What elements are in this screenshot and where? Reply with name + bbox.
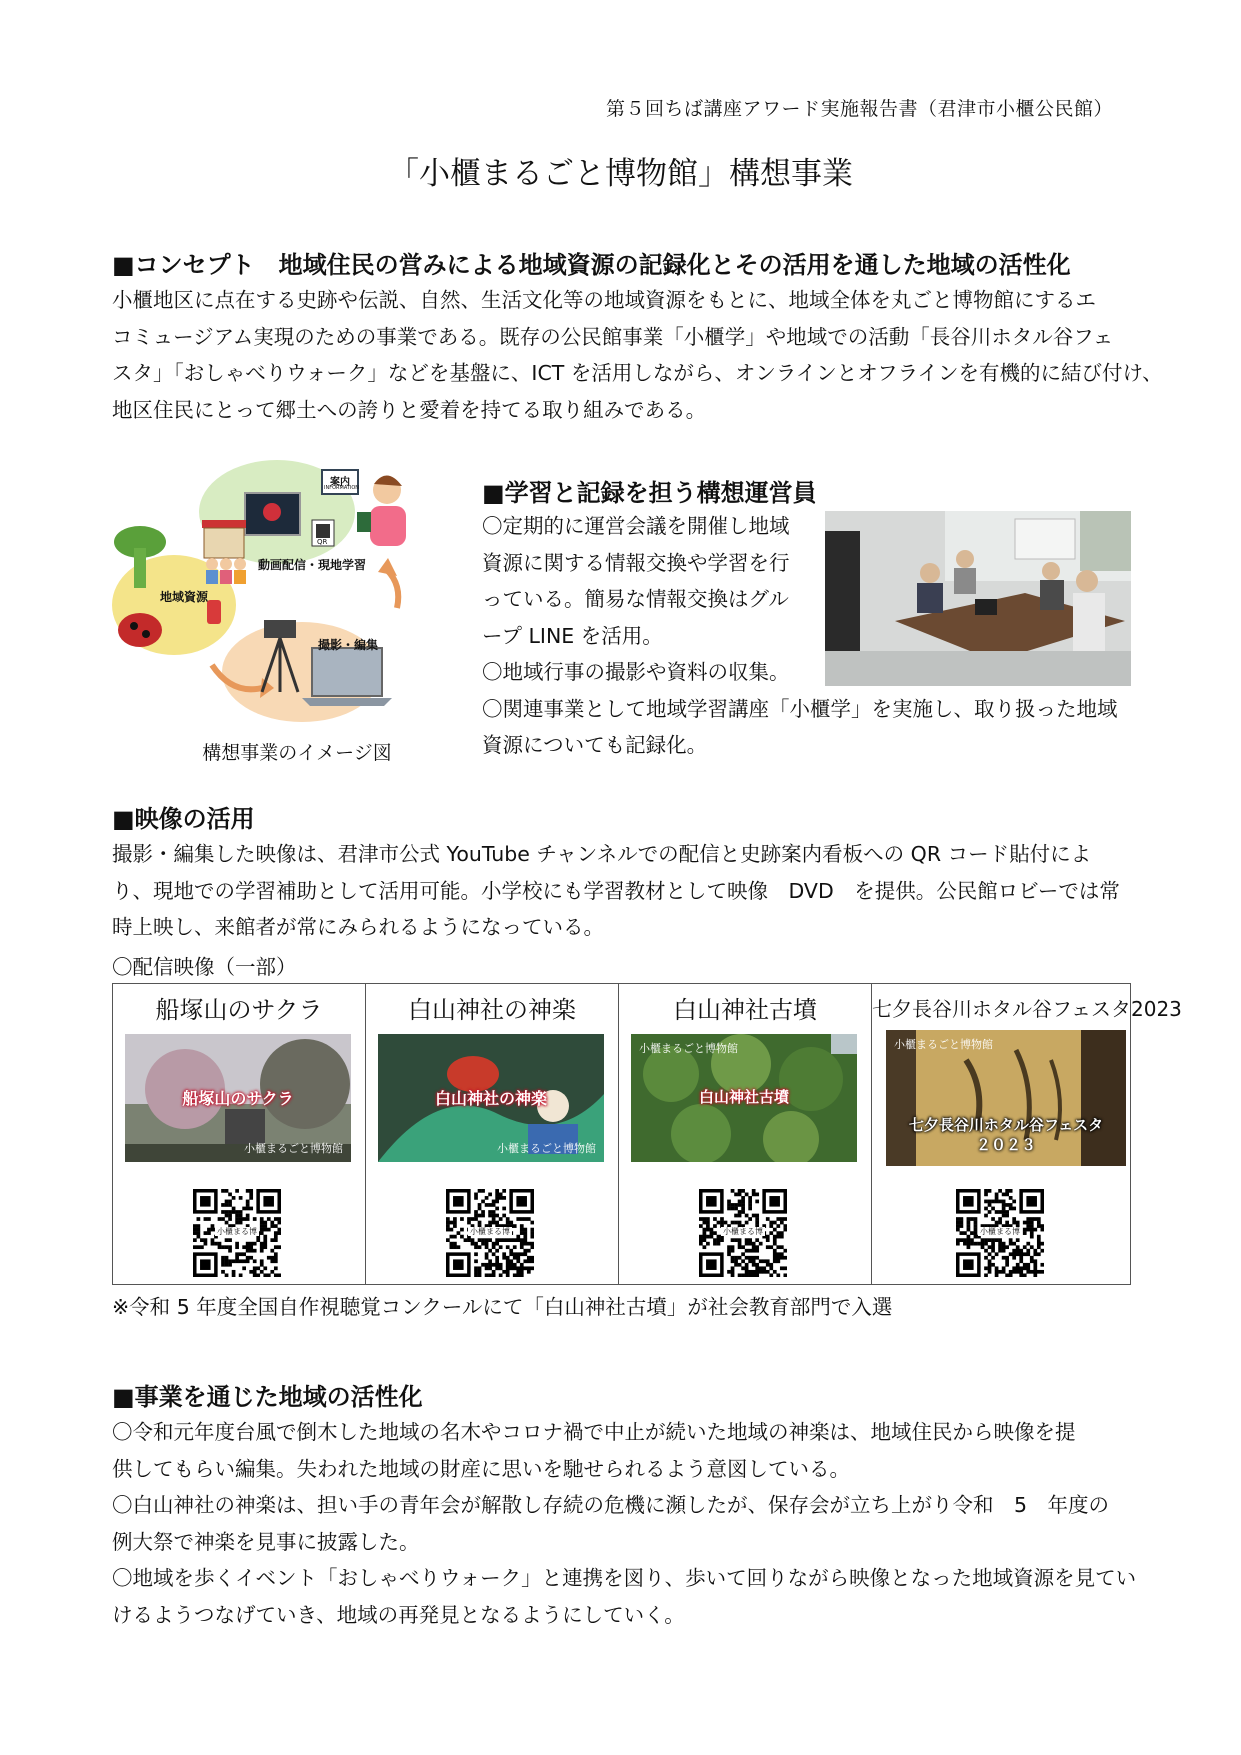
activation-text — [112, 1414, 1136, 1633]
video-list-label: 〇配信映像（一部） — [112, 955, 297, 979]
video-title: 白山神社の神楽 — [408, 996, 576, 1024]
staff-line: っている。簡易な情報交換はグル — [482, 587, 789, 611]
concept-line: 小櫃地区に点在する史跡や伝説、自然、生活文化等の地域資源をもとに、地域全体を丸ごと博物館にするエ — [112, 288, 1096, 312]
illustration-label-info: 案内 — [330, 477, 350, 488]
staff-line: 資源についても記録化。 — [482, 733, 708, 757]
staff-line: 資源に関する情報交換や学習を行 — [482, 550, 790, 575]
illustration-label-info-en: INFORMATION — [324, 485, 360, 491]
video-text — [112, 836, 1120, 946]
header-note: 第５回ちば講座アワード実施報告書（君津市小櫃公民館） — [605, 98, 1113, 120]
qr-code[interactable] — [193, 1189, 281, 1277]
qr-center-label: 小櫃まる博 — [217, 1227, 257, 1236]
concept-illustration — [112, 460, 432, 730]
staff-line: 〇関連事業として地域学習講座「小櫃学」を実施し、取り扱った地域 — [482, 696, 1118, 721]
qr-center-label: 小櫃まる博 — [980, 1227, 1020, 1236]
illustration-label-qr: QR — [317, 538, 328, 546]
concept-caption: 構想事業のイメージ図 — [202, 742, 392, 764]
thumbnail-overlay: 船塚山のサクラ — [182, 1089, 294, 1108]
thumbnail-watermark: 小櫃まるごと博物館 — [497, 1142, 596, 1155]
video-cell — [872, 984, 1182, 1284]
illustration-label-resources: 地域資源 — [160, 590, 209, 604]
illustration-label-filming: 撮影・編集 — [318, 638, 379, 652]
video-title: 船塚山のサクラ — [155, 996, 323, 1024]
illustration-label-video: 動画配信・現地学習 — [258, 558, 367, 572]
activation-line: 〇白山神社の神楽は、担い手の青年会が解散し存続の危機に瀕したが、保存会が立ち上がり令和 5 年度の — [112, 1493, 1110, 1517]
concept-line: 地区住民にとって郷土への誇りと愛着を持てる取り組みである。 — [112, 397, 707, 422]
video-thumbnail[interactable] — [125, 1034, 351, 1162]
qr-code[interactable] — [699, 1189, 787, 1277]
video-line: 時上映し、来館者が常にみられるようになっている。 — [112, 915, 604, 939]
meeting-photo-graphic — [825, 511, 1131, 686]
qr-code[interactable] — [956, 1189, 1044, 1277]
prize-note: ※令和 5 年度全国自作視聴覚コンクールにて「白山神社古墳」が社会教育部門で入選 — [112, 1295, 893, 1319]
thumbnail-watermark: 小櫃まるごと博物館 — [894, 1038, 993, 1051]
thumbnail-overlay-year: ２０２３ — [975, 1136, 1036, 1154]
video-thumbnail[interactable] — [631, 1034, 857, 1162]
video-cell — [619, 984, 872, 1284]
video-line: り、現地での学習補助として活用可能。小学校にも学習教材として映像 DVD を提供。公民館ロビーでは常 — [112, 878, 1120, 903]
video-title: 七夕長谷川ホタル谷フェスタ2023 — [872, 997, 1182, 1021]
activation-line: 〇令和元年度台風で倒木した地域の名木やコロナ禍で中止が続いた地域の神楽は、地域住民から映像を提 — [112, 1420, 1076, 1444]
video-cell — [366, 984, 619, 1284]
thumbnail-overlay: 白山神社の神楽 — [434, 1089, 547, 1108]
qr-center-label: 小櫃まる博 — [723, 1227, 763, 1236]
meeting-photo — [825, 511, 1131, 686]
staff-line: 〇地域行事の撮影や資料の収集。 — [482, 660, 790, 684]
thumbnail-overlay: 七夕長谷川ホタル谷フェスタ — [908, 1116, 1104, 1134]
video-cell — [113, 984, 366, 1284]
video-table — [112, 983, 1182, 1285]
activation-heading: ■事業を通じた地域の活性化 — [112, 1383, 423, 1411]
qr-center-label: 小櫃まる博 — [470, 1227, 510, 1236]
activation-line: 供してもらい編集。失われた地域の財産に思いを馳せられるよう意図している。 — [112, 1456, 850, 1481]
concept-heading: ■コンセプト 地域住民の営みによる地域資源の記録化とその活用を通した地域の活性化 — [112, 251, 1071, 279]
video-thumbnail[interactable] — [378, 1034, 604, 1162]
staff-line: ープ LINE を活用。 — [482, 623, 663, 648]
video-thumbnail[interactable] — [886, 1030, 1126, 1166]
concept-text — [112, 282, 1163, 428]
thumbnail-watermark: 小櫃まるごと博物館 — [639, 1042, 738, 1055]
activation-line: 例大祭で神楽を見事に披露した。 — [112, 1529, 420, 1554]
thumbnail-watermark: 小櫃まるごと博物館 — [244, 1142, 343, 1155]
video-title: 白山神社古墳 — [673, 996, 817, 1024]
activation-line: 〇地域を歩くイベント「おしゃべりウォーク」と連携を図り、歩いて回りながら映像となった地域資源を見てい — [112, 1566, 1137, 1590]
staff-line: 〇定期的に運営会議を開催し地域 — [482, 514, 790, 538]
video-heading: ■映像の活用 — [112, 805, 255, 833]
concept-line: コミュージアム実現のための事業である。既存の公民館事業「小櫃学」や地域での活動「長谷川ホタル谷フェ — [112, 324, 1114, 349]
video-line: 撮影・編集した映像は、君津市公式 YouTube チャンネルでの配信と史跡案内看板への QR コード貼付によ — [112, 842, 1092, 866]
staff-heading: ■学習と記録を担う構想運営員 — [482, 479, 817, 507]
qr-code[interactable] — [446, 1189, 534, 1277]
thumbnail-overlay: 白山神社古墳 — [698, 1088, 789, 1106]
activation-line: けるようつなげていき、地域の再発見となるようにしていく。 — [112, 1602, 685, 1627]
concept-line: スタ」「おしゃべりウォーク」などを基盤に、ICT を活用しながら、オンラインとオフラインを有機的に結び付け、 — [112, 361, 1163, 385]
page-title: 「小櫃まるごと博物館」構想事業 — [388, 156, 853, 192]
